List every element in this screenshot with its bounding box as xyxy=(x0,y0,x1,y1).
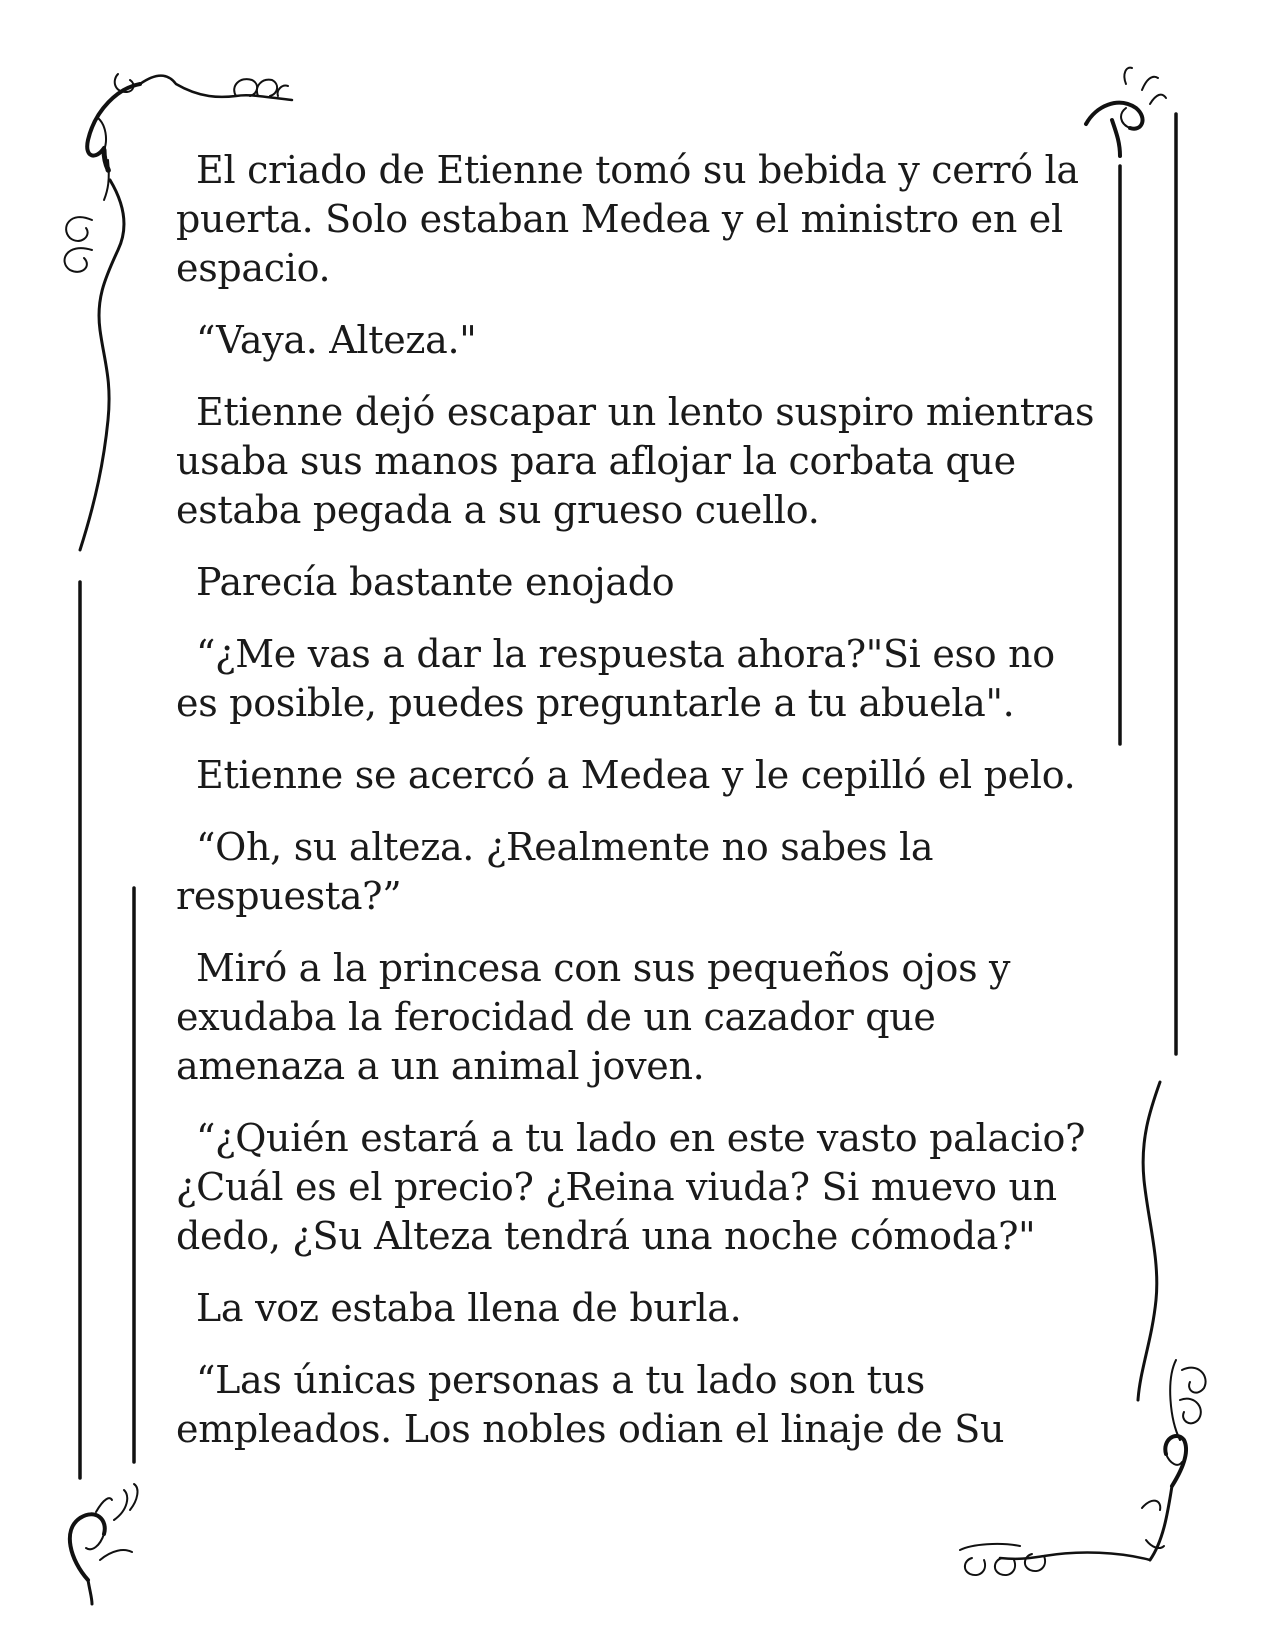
paragraph: Parecía bastante enojado xyxy=(196,560,675,604)
paragraph: El criado de Etienne tomó su bebida y cerró la puerta. Solo estaban Medea y el ministro en el espacio. xyxy=(176,148,1079,290)
page-body-text xyxy=(176,146,1096,1477)
paragraph: “¿Quién estará a tu lado en este vasto palacio? ¿Cuál es el precio? ¿Reina viuda? Si muevo un dedo, ¿Su Alteza tendrá una noche cómoda?" xyxy=(176,1116,1086,1258)
top-right-flourish xyxy=(1086,68,1166,156)
bottom-left-flourish xyxy=(70,1484,138,1604)
paragraph: La voz estaba llena de burla. xyxy=(196,1286,742,1330)
paragraph: Etienne se acercó a Medea y le cepilló el pelo. xyxy=(196,753,1076,797)
paragraph: “Vaya. Alteza." xyxy=(196,318,477,362)
paragraph: “Oh, su alteza. ¿Realmente no sabes la respuesta?” xyxy=(176,825,934,918)
paragraph: Miró a la princesa con sus pequeños ojos y exudaba la ferocidad de un cazador que amenaza a un animal joven. xyxy=(176,946,1011,1088)
paragraph: “Las únicas personas a tu lado son tus empleados. Los nobles odian el linaje de Su xyxy=(176,1358,1005,1451)
paragraph: Etienne dejó escapar un lento suspiro mientras usaba sus manos para aflojar la corbata que estaba pegada a su grueso cuello. xyxy=(176,390,1095,532)
paragraph: “¿Me vas a dar la respuesta ahora?"Si eso no es posible, puedes preguntarle a tu abuela". xyxy=(176,632,1055,725)
